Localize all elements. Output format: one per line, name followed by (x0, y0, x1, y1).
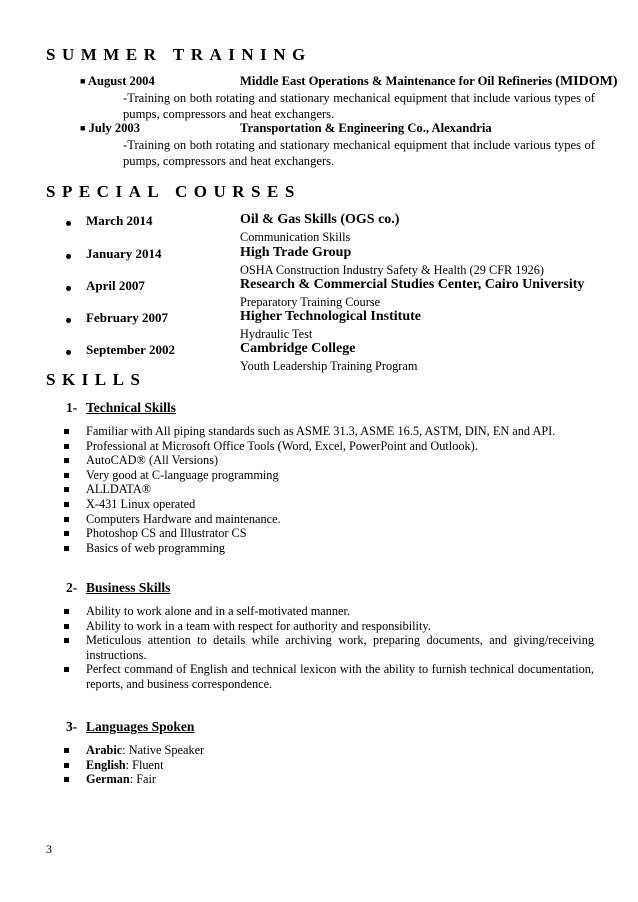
business-skills-list (60, 604, 594, 692)
course-item (66, 278, 606, 310)
course-date: March 2014 (86, 213, 153, 228)
course-date: February 2007 (86, 310, 168, 325)
course-institution: Research & Commercial Studies Center, Cairo University (240, 277, 585, 292)
summer-training-title: SUMMER TRAINING (46, 45, 312, 64)
list-item: Perfect command of English and technical lexicon with the ability to furnish technical documentation, reports, and business correspondence. (60, 662, 594, 691)
bullet-icon (66, 221, 71, 226)
technical-skills-heading: 1- Technical Skills (66, 400, 176, 415)
course-name: Hydraulic Test (240, 327, 313, 341)
bullet-icon (66, 350, 71, 355)
training-date: ■ July 2003 (80, 121, 141, 135)
bullet-icon (66, 286, 71, 291)
course-name: Preparatory Training Course (240, 295, 381, 309)
list-item: Very good at C-language programming (60, 468, 594, 483)
languages-list (60, 743, 594, 787)
list-item: Ability to work in a team with respect for authority and responsibility. (60, 619, 594, 634)
course-institution: Oil & Gas Skills (OGS co.) (240, 212, 400, 227)
bullet-icon (66, 254, 71, 259)
list-item: ALLDATA® (60, 482, 594, 497)
list-item: English: Fluent (60, 758, 594, 773)
course-date: April 2007 (86, 278, 145, 293)
training-description: -Training on both rotating and stationary mechanical equipment that include various types of pumps, compressors and heat exchangers. (123, 91, 595, 121)
list-item: Photoshop CS and Illustrator CS (60, 526, 594, 541)
list-item: Familiar with All piping standards such as ASME 31.3, ASME 16.5, ASTM, DIN, EN and API. (60, 424, 594, 439)
list-item: X-431 Linux operated (60, 497, 594, 512)
course-item (66, 310, 606, 342)
page-number: 3 (46, 842, 52, 856)
course-name: OSHA Construction Industry Safety & Health (29 CFR 1926) (240, 263, 544, 277)
business-skills-heading: 2- Business Skills (66, 580, 171, 595)
course-date: September 2002 (86, 342, 175, 357)
training-entry (80, 121, 595, 169)
training-organization: Transportation & Engineering Co., Alexandria (240, 121, 492, 135)
course-item (66, 246, 606, 278)
course-institution: Higher Technological Institute (240, 309, 421, 324)
course-institution: Cambridge College (240, 341, 356, 356)
list-item: Ability to work alone and in a self-motivated manner. (60, 604, 594, 619)
languages-heading: 3- Languages Spoken (66, 719, 195, 734)
course-item (66, 213, 606, 245)
special-courses-title: SPECIAL COURSES (46, 182, 301, 201)
course-institution: High Trade Group (240, 245, 352, 260)
technical-skills-list (60, 424, 594, 555)
training-description: -Training on both rotating and stationary mechanical equipment that include various types of pumps, compressors and heat exchangers. (123, 138, 595, 168)
list-item: Arabic: Native Speaker (60, 743, 594, 758)
course-name: Communication Skills (240, 230, 351, 244)
course-name: Youth Leadership Training Program (240, 359, 418, 373)
list-item: AutoCAD® (All Versions) (60, 453, 594, 468)
list-item: German: Fair (60, 772, 594, 787)
skills-title: SKILLS (46, 370, 147, 389)
training-entry (80, 74, 618, 122)
training-date: ■ August 2004 (80, 74, 155, 88)
list-item: Meticulous attention to details while archiving work, preparing documents, and giving/receiving instructions. (60, 633, 594, 662)
training-organization: Middle East Operations & Maintenance for Oil Refineries (MIDOM) (240, 74, 618, 89)
list-item: Basics of web programming (60, 541, 594, 556)
course-date: January 2014 (86, 246, 162, 261)
bullet-icon (66, 318, 71, 323)
list-item: Professional at Microsoft Office Tools (Word, Excel, PowerPoint and Outlook). (60, 439, 594, 454)
course-item (66, 342, 606, 374)
list-item: Computers Hardware and maintenance. (60, 512, 594, 527)
